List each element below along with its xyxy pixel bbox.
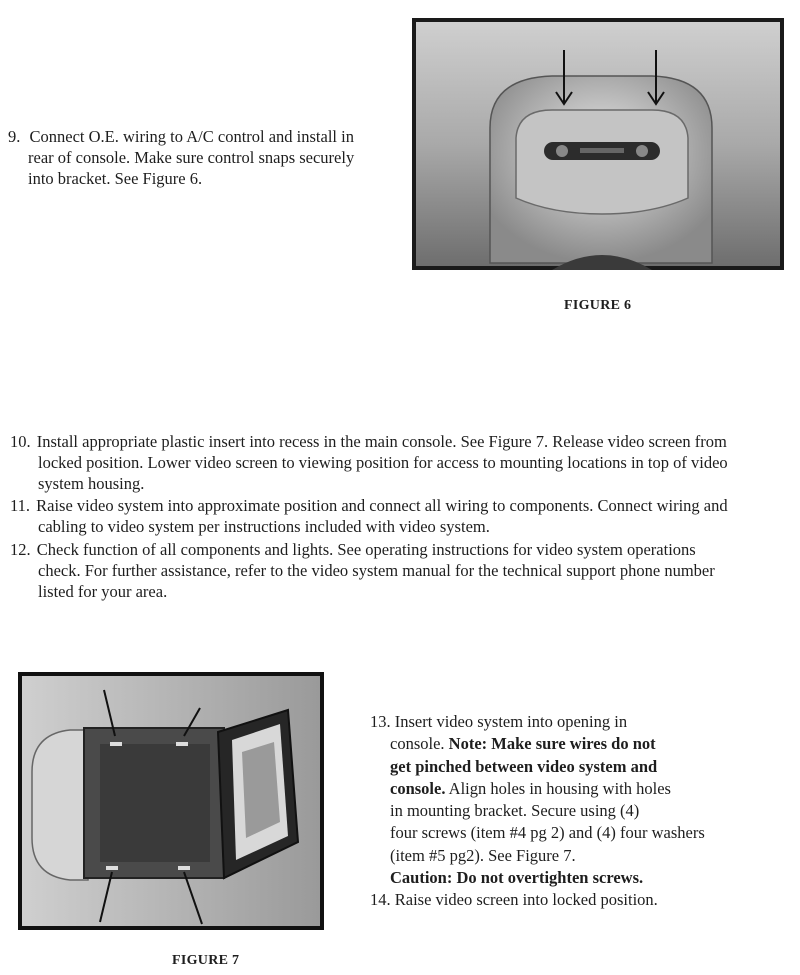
step-13-note-continued: get pinched between video system and <box>390 756 658 776</box>
step-10-text: Install appropriate plastic insert into recess in the main console. See Figure 7. Release video screen from locked position. Lower video screen to viewing position for access to mounting locations in top of video system housing. <box>36 432 728 493</box>
figure-7-caption: FIGURE 7 <box>172 953 240 968</box>
step-13-caution: Caution: Do not overtighten screws. <box>390 868 644 888</box>
step-13-line-6: four screws (item #4 pg 2) and (4) four washers <box>390 823 705 843</box>
step-14 <box>370 889 780 910</box>
step-13-line-1: Insert video system into opening in <box>394 712 628 731</box>
step-13 <box>370 711 780 889</box>
step-10 <box>10 431 730 494</box>
step-13-line-4: Align holes in housing with holes <box>445 778 671 798</box>
step-9-number: 9. <box>8 127 21 146</box>
overhead-console-image <box>412 18 784 270</box>
figure-6-caption: FIGURE 6 <box>564 298 632 313</box>
step-13-number: 13. <box>370 712 391 731</box>
figure-6-photo <box>412 18 784 270</box>
step-13-line-5: in mounting bracket. Secure using (4) <box>390 801 640 821</box>
step-13-note-end: console. <box>390 778 446 798</box>
step-13-line-2: console. <box>390 734 449 754</box>
step-13-line-7: (item #5 pg2). See Figure 7. <box>390 845 576 865</box>
step-13-note: Note: Make sure wires do not <box>448 734 656 754</box>
step-10-number: 10. <box>10 432 31 451</box>
video-system-image <box>18 672 324 930</box>
step-9 <box>8 126 378 189</box>
step-12-text: Check function of all components and lights. See operating instructions for video system operations check. For further assistance, refer to the video system manual for the technical support phone number listed for your area. <box>36 540 715 601</box>
step-12-number: 12. <box>10 540 31 559</box>
step-14-text: Raise video screen into locked position. <box>394 890 658 909</box>
step-12 <box>10 539 730 602</box>
step-11-number: 11. <box>10 496 31 515</box>
figure-7-photo <box>18 672 324 930</box>
step-14-number: 14. <box>370 890 391 909</box>
step-11 <box>10 495 730 537</box>
step-11-text: Raise video system into approximate position and connect all wiring to components. Connect wiring and cabling to video system per instructions included with video system. <box>36 496 728 536</box>
step-9-text: Connect O.E. wiring to A/C control and install in rear of console. Make sure control snaps securely into bracket. See Figure 6. <box>28 127 355 188</box>
